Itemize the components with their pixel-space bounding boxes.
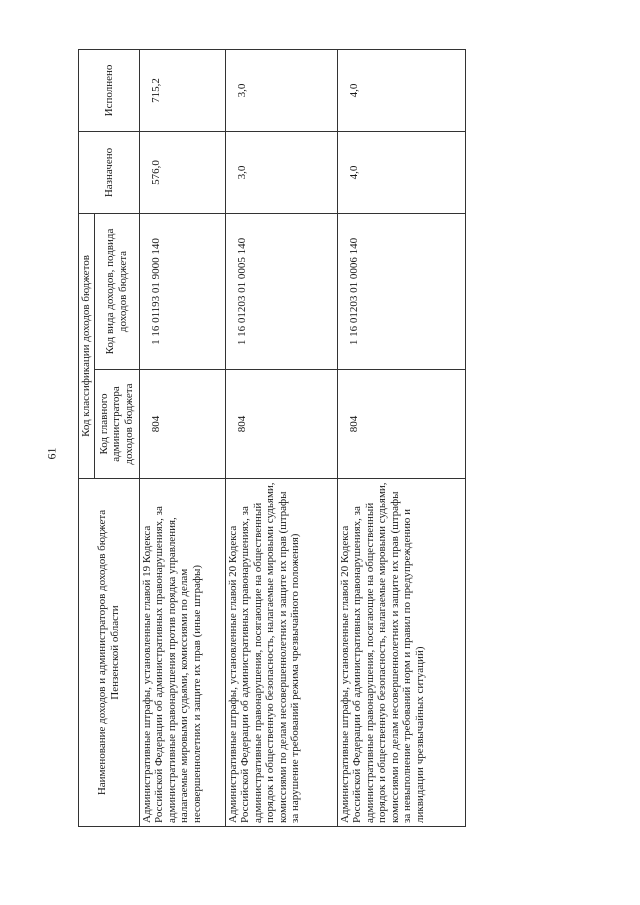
rotated-table-container (78, 50, 464, 827)
page-number: 61 (44, 447, 59, 460)
row-admin-code: 804 (337, 370, 465, 479)
income-table (78, 49, 466, 827)
row-income-code: 1 16 01203 01 0006 140 (337, 214, 465, 370)
row-assigned: 3,0 (225, 132, 337, 214)
header-assigned: Назначено (79, 132, 140, 214)
table-row (139, 50, 225, 827)
header-executed: Исполнено (79, 50, 140, 132)
row-assigned: 576,0 (139, 132, 225, 214)
row-income-code: 1 16 01203 01 0005 140 (225, 214, 337, 370)
table-row (225, 50, 337, 827)
row-admin-code: 804 (225, 370, 337, 479)
header-classification-group: Код классификации доходов бюджетов (79, 214, 95, 479)
row-assigned: 4,0 (337, 132, 465, 214)
row-name: Административные штрафы, установленные главой 20 Кодекса Российской Федерации об административных правонарушениях, за административные правонарушения, посягающие на общественный порядок и общественную безопасность, налагаемые мировыми судьями, комиссиями по делам несовершеннолетних и защите их прав (штрафы за нарушение требований режима чрезвычайного положения) (225, 479, 337, 827)
row-executed: 3,0 (225, 50, 337, 132)
table-row (337, 50, 465, 827)
header-name: Наименование доходов и администраторов доходов бюджета Пензенской области (79, 479, 140, 827)
row-executed: 715,2 (139, 50, 225, 132)
header-admin-code: Код главного администратора доходов бюджета (94, 370, 139, 479)
row-name: Административные штрафы, установленные главой 20 Кодекса Российской Федерации об административных правонарушениях, за административные правонарушения, посягающие на общественный порядок и общественную безопасность, налагаемые мировыми судьями, комиссиями по делам несовершеннолетних и защите их прав (штрафы за невыполнение требований норм и правил по предупреждению и ликвидации чрезвычайных ситуаций) (337, 479, 465, 827)
row-executed: 4,0 (337, 50, 465, 132)
header-income-code: Код вида доходов, подвида доходов бюджета (94, 214, 139, 370)
row-admin-code: 804 (139, 370, 225, 479)
row-name: Административные штрафы, установленные главой 19 Кодекса Российской Федерации об административных правонарушениях, за административные правонарушения против порядка управления, налагаемые мировыми судьями, комиссиями по делам несовершеннолетних и защите их прав (иные штрафы) (139, 479, 225, 827)
row-income-code: 1 16 01193 01 9000 140 (139, 214, 225, 370)
